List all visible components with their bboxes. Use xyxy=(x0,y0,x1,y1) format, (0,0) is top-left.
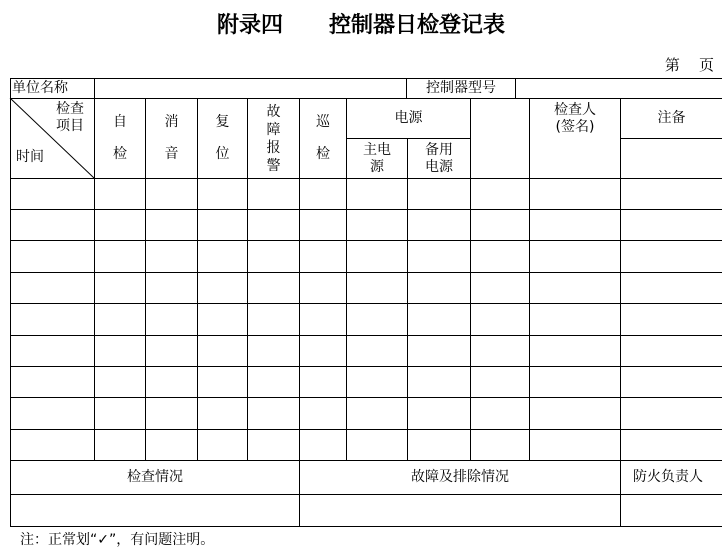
col-patrol xyxy=(300,99,346,178)
col-main-power-text: 主电源 xyxy=(363,141,391,175)
col-reset xyxy=(198,99,247,178)
col-inspector-1: 检查人 xyxy=(554,101,596,118)
controller-model-label: 控制器型号 xyxy=(426,80,496,96)
col-self-check-1: 自 xyxy=(113,114,127,130)
col-fault-alarm xyxy=(248,99,299,178)
footer-inspection-status: 检查情况 xyxy=(127,469,183,485)
col-reset-2: 位 xyxy=(215,146,230,162)
footer-fault-handling: 故障及排除情况 xyxy=(411,469,509,485)
col-patrol-2: 检 xyxy=(316,146,330,162)
col-self-check xyxy=(95,99,145,178)
form-title: 附录四 控制器日检登记表 xyxy=(217,12,505,38)
footer-fire-safety-officer: 防火负责人 xyxy=(633,469,703,485)
col-silence-1: 消 xyxy=(164,114,179,130)
col-inspector xyxy=(530,99,620,138)
corner-bottom-label xyxy=(16,138,46,176)
col-self-check-2: 检 xyxy=(113,146,127,162)
page-number-label: 第 页 xyxy=(664,56,714,74)
col-silence-2: 音 xyxy=(164,146,179,162)
col-backup-power-text: 备用电源 xyxy=(425,141,453,175)
col-inspector-2: (签名) xyxy=(555,118,595,135)
col-remarks: 注备 xyxy=(657,110,686,126)
col-main-power xyxy=(347,139,407,178)
corner-top-text: 检查项目 xyxy=(56,101,84,134)
footnote: 注：正常划“✓”，有问题注明。 xyxy=(20,532,215,548)
col-power: 电源 xyxy=(394,110,423,126)
col-patrol-1: 巡 xyxy=(316,114,330,130)
unit-name-label: 单位名称 xyxy=(12,80,68,96)
col-silence xyxy=(146,99,197,178)
corner-bottom-text: 时间 xyxy=(16,148,44,165)
col-backup-power xyxy=(408,139,470,178)
col-reset-1: 复 xyxy=(215,114,230,130)
corner-top-label xyxy=(52,100,88,136)
col-fault-alarm-text: 故障报警 xyxy=(266,103,281,174)
